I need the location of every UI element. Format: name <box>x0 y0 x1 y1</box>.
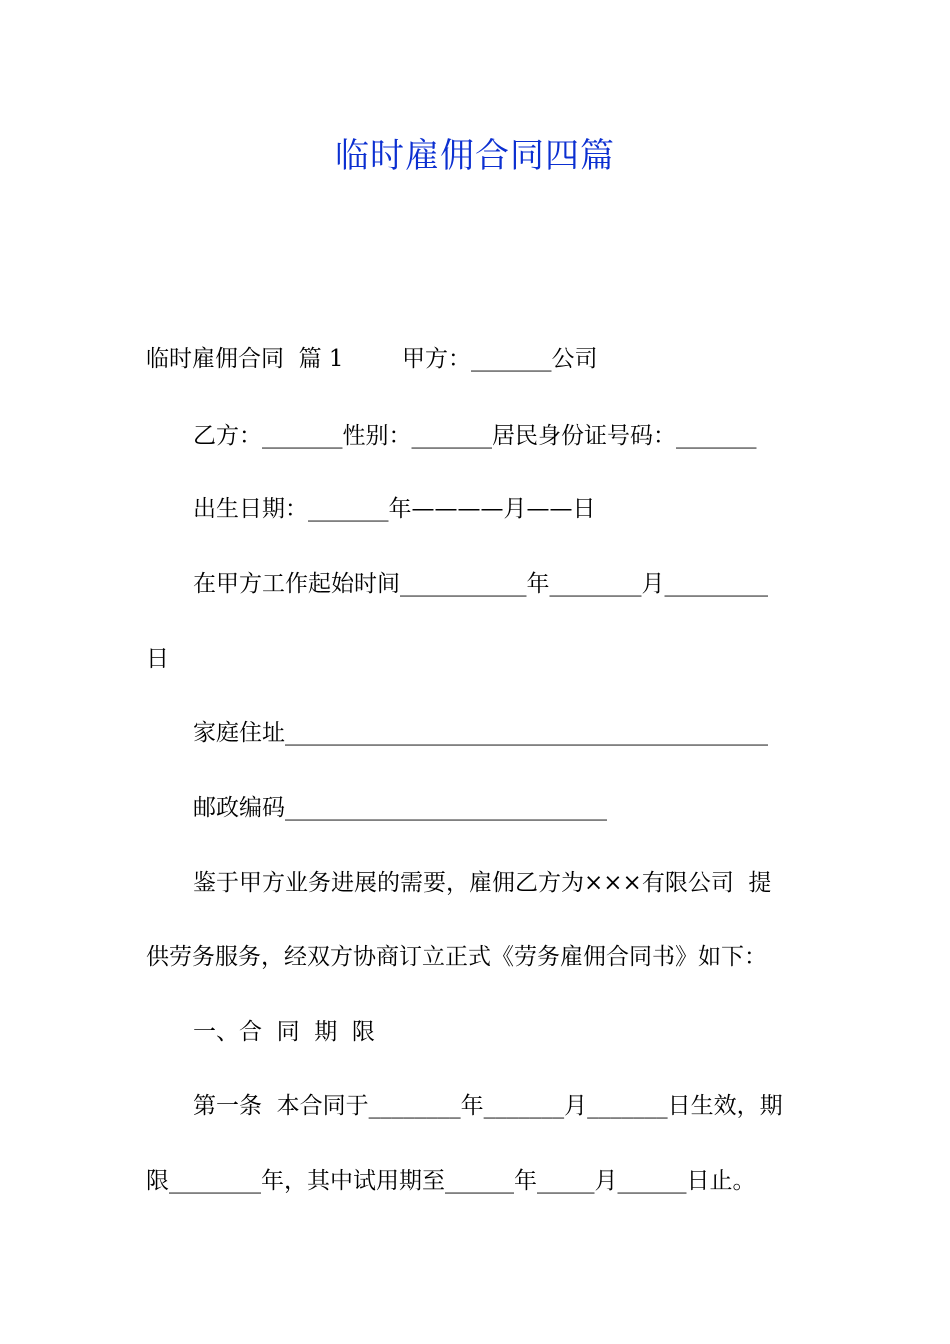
party-b-line: 乙方：_______性别：_______居民身份证号码：_______ <box>193 423 757 449</box>
document-title: 临时雇佣合同四篇 <box>335 136 615 176</box>
birth-date-line: 出生日期：_______年————月——日 <box>193 496 596 522</box>
start-date-line-end: 日 <box>146 646 169 672</box>
article-1-line-2: 限________年，其中试用期至______年_____月______日止。 <box>146 1168 756 1194</box>
postal-code-line: 邮政编码____________________________ <box>193 795 607 821</box>
home-address-line: 家庭住址__________________________________________ <box>193 720 768 746</box>
contract-heading-line: 临时雇佣合同 篇 1 甲方：_______公司 <box>146 346 598 372</box>
start-date-line: 在甲方工作起始时间___________年________月_________ <box>193 571 768 597</box>
preamble-line-2: 供劳务服务，经双方协商订立正式《劳务雇佣合同书》如下： <box>146 944 767 970</box>
section-heading: 一、合 同 期 限 <box>193 1019 375 1045</box>
article-1-line-1: 第一条 本合同于________年_______月_______日生效，期 <box>193 1093 783 1119</box>
preamble-line-1: 鉴于甲方业务进展的需要，雇佣乙方为×××有限公司 提 <box>193 870 772 896</box>
